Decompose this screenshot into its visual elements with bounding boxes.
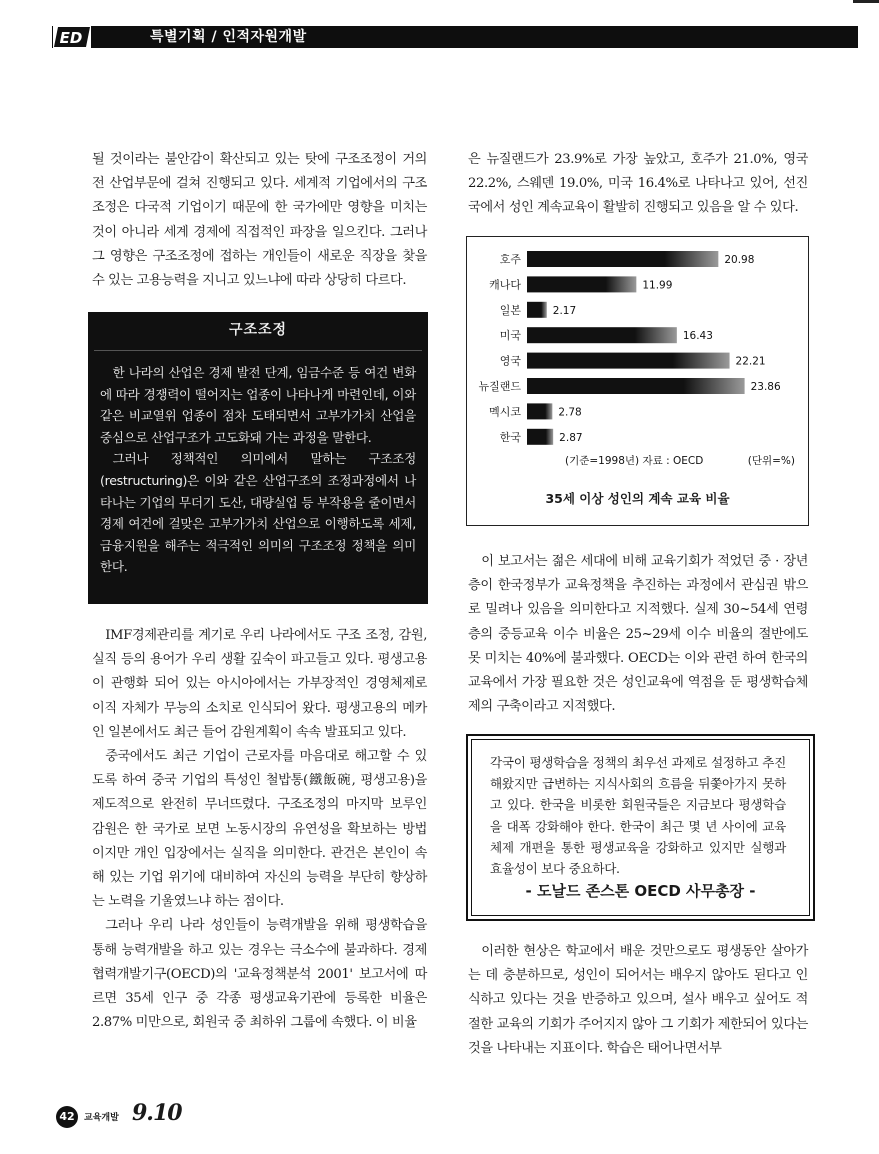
bar — [527, 378, 745, 394]
value-label: 2.17 — [552, 304, 577, 317]
value-label: 2.78 — [558, 406, 582, 419]
definition-box — [88, 312, 428, 604]
category-label: 미국 — [499, 329, 521, 343]
chart-source-note: (기준=1998년) 자료 : OECD — [565, 455, 704, 468]
right-column-intro — [468, 148, 808, 221]
bar — [527, 403, 552, 419]
paragraph: 중국에서도 최근 기업이 근로자를 마음대로 해고할 수 있도록 하여 중국 기업의 특성인 철밥통(鐵飯碗, 평생고용)을 제도적으로 완전히 무너뜨렸다. 구조조정의 마지막 보루인 감원은 한 국가로 보면 노동시장의 유연성을 확보하는 방법이지만 개인 입장에서는 실직을 의미한다. 관건은 본인이 속해 있는 기업 위기에 대비하여 자신의 능력을 부단히 향상하는 노력을 기울였느냐 하는 점이다. — [92, 749, 427, 910]
quote-paragraph: 각국이 평생학습을 정책의 최우선 과제로 설정하고 추진해왔지만 급변하는 지식사회의 흐름을 뒤쫓아가지 못하고 있다. 한국을 비롯한 회원국들은 지금보다 평생학습을 대폭 강화해야 한다. 한국이 최근 몇 년 사이에 교육체제 개편을 통한 평생교육을 강화하고 있지만 실행과 효율성이 보다 중요하다. — [490, 755, 786, 877]
value-label: 11.99 — [642, 279, 673, 292]
bar — [527, 327, 677, 343]
magazine-logo — [52, 22, 92, 52]
quote-author: - 도날드 존스톤 OECD 사무총장 - — [525, 882, 756, 900]
magazine-name: 교육개발 — [84, 1113, 119, 1123]
divider — [94, 350, 422, 351]
definition-box-title: 구조조정 — [228, 322, 288, 338]
quote-box — [466, 734, 815, 921]
value-label: 20.98 — [724, 254, 755, 266]
bar — [527, 429, 553, 445]
value-label: 2.87 — [559, 431, 583, 444]
bar-chart — [467, 237, 808, 525]
category-label: 멕시코 — [489, 405, 521, 419]
page-number: 42 — [56, 1106, 78, 1128]
category-label: 뉴질랜드 — [478, 380, 521, 393]
category-label: 호주 — [499, 253, 521, 266]
bar — [527, 251, 718, 267]
paragraph: 될 것이라는 불안감이 확산되고 있는 탓에 구조조정이 거의 전 산업부문에 걸쳐 진행되고 있다. 세계적 기업에서의 구조조정은 다국적 기업이기 때문에 한 국가에만 영향을 미치는 것이 아니라 세계 경제에 직접적인 파장을 일으킨다. 그러나 그 영향은 구조조정에 접하는 개인들이 새로운 직장을 찾을 수 있는 고용능력을 지니고 있느냐에 따라 상당히 다르다. — [92, 152, 427, 289]
chart-unit: (단위=%) — [747, 455, 795, 468]
quote-text — [490, 752, 786, 879]
category-label: 영국 — [499, 354, 521, 368]
left-column-intro — [92, 148, 427, 293]
corner-rule — [853, 0, 879, 3]
education-rate-chart — [466, 236, 809, 526]
section-header-bar — [52, 26, 858, 48]
paragraph: 한 나라의 산업은 경제 발전 단계, 임금수준 등 여건 변화에 따라 경쟁력이 떨어지는 업종이 나타나게 마련인데, 이와 같은 비교열위 업종이 점차 도태되면서 고부가가치 산업을 중심으로 산업구조가 고도화돼 가는 과정을 말한다. — [100, 365, 416, 445]
right-column-bottom — [468, 940, 808, 1061]
logo-text: ED — [59, 29, 83, 47]
paragraph: 그러나 정책적인 의미에서 말하는 구조조정(restructuring)은 이와 같은 산업구조의 조정과정에서 나타나는 기업의 무더기 도산, 대량실업 등 부작용을 줄이면서 경제 여건에 걸맞은 고부가가치 산업으로 이행하도록 세제, 금융지원을 해주는 적극적인 의미의 구조조정 정책을 의미한다. — [100, 451, 416, 575]
category-label: 캐나다 — [489, 278, 521, 292]
chart-title: 35세 이상 성인의 계속 교육 비율 — [545, 491, 730, 506]
paragraph: 그러나 우리 나라 성인들이 능력개발을 위해 평생학습을 통해 능력개발을 하고 있는 경우는 극소수에 불과하다. 경제협력개발기구(OECD)의 '교육정책분석 2001' 보고서에 따르면 35세 인구 중 각종 평생교육기관에 등록한 비율은 2.87% 미만으로, 회원국 중 최하위 그룹에 속했다. 이 비율 — [92, 918, 427, 1031]
value-label: 22.21 — [735, 355, 766, 368]
paragraph: 이러한 현상은 학교에서 배운 것만으로도 평생동안 살아가는 데 충분하므로, 성인이 되어서는 배우지 않아도 된다고 인식하고 있다는 것을 반증하고 있으며, 설사 배우고 싶어도 적절한 교육의 기회가 주어지지 않아 그 기회가 제한되어 있다는 것을 나타내는 지표이다. 학습은 태어나면서부 — [468, 944, 808, 1056]
bar — [527, 276, 636, 292]
paragraph: 이 보고서는 젊은 세대에 비해 교육기회가 적었던 중 · 장년층이 한국정부가 교육정책을 추진하는 과정에서 관심권 밖으로 밀려나 있음을 의미한다고 지적했다. 실제 30~54세 연령층의 중등교육 이수 비율은 25~29세 이수 비율의 절반에도 못 미치는 40%에 불과했다. OECD는 이와 관련 하여 한국의 교육에서 가장 필요한 것은 성인교육에 역점을 둔 평생학습체제의 구축이라고 지적했다. — [468, 554, 808, 715]
category-label: 한국 — [499, 430, 521, 444]
category-label: 일본 — [499, 303, 521, 317]
bar — [527, 302, 547, 318]
value-label: 16.43 — [682, 330, 713, 343]
right-column-middle — [468, 550, 808, 719]
value-label: 23.86 — [750, 381, 781, 393]
issue-number: 9.10 — [132, 1100, 182, 1126]
left-column-body — [92, 624, 427, 1035]
paragraph: IMF경제관리를 계기로 우리 나라에서도 구조 조정, 감원, 실직 등의 용어가 우리 생활 깊숙이 파고들고 있다. 평생고용이 관행화 되어 있는 아시아에서는 가부장적인 경영체제로 이직 자체가 무능의 소치로 인식되어 왔다. 평생고용의 메카인 일본에서도 최근 들어 감원계획이 속속 발표되고 있다. — [92, 628, 427, 740]
definition-box-text — [100, 362, 416, 578]
bar — [527, 353, 730, 369]
section-title: 특별기획 / 인적자원개발 — [150, 29, 307, 45]
paragraph: 은 뉴질랜드가 23.9%로 가장 높았고, 호주가 21.0%, 영국 22.2%, 스웨덴 19.0%, 미국 16.4%로 나타나고 있어, 선진국에서 성인 계속교육이 활발히 진행되고 있음을 알 수 있다. — [468, 152, 808, 216]
